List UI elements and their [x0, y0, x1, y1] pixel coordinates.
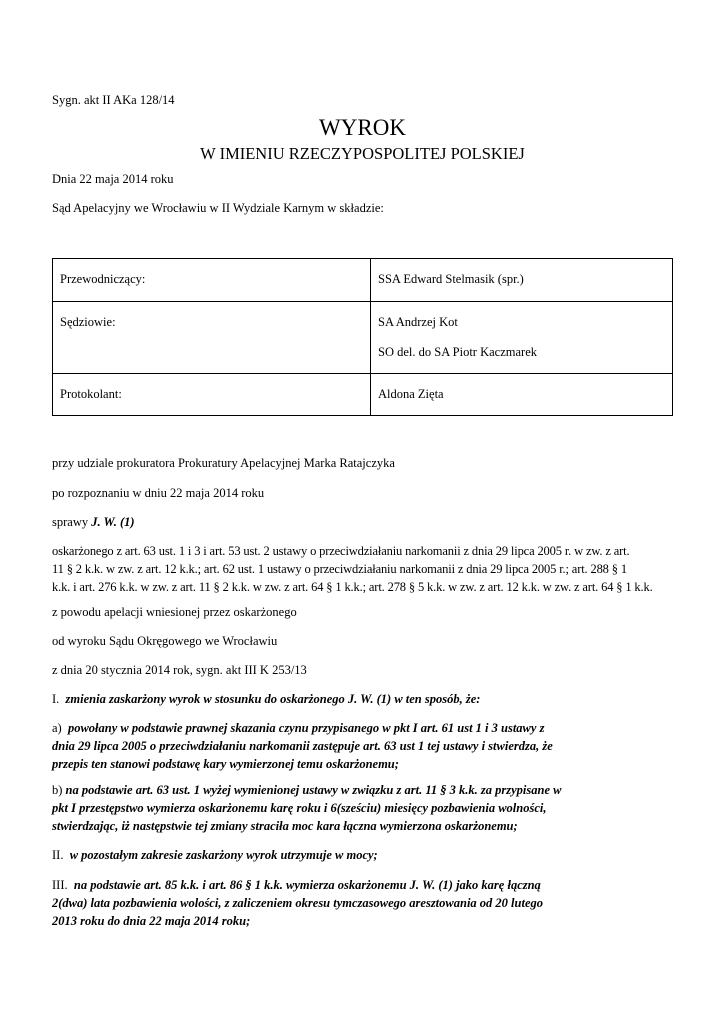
panel-row-clerk — [53, 374, 673, 416]
judgment-date-line: z dnia 20 stycznia 2014 rok, sygn. akt III K 253/13 — [52, 663, 307, 677]
prosecutor-line: przy udziale prokuratora Prokuratury Apelacyjnej Marka Ratajczyka — [52, 456, 395, 470]
case-prefix: sprawy — [52, 515, 92, 529]
point-a-line-2: dnia 29 lipca 2005 o przeciwdziałaniu narkomanii zastępuje art. 63 ust 1 tej ustawy i stwierdza, że — [52, 739, 553, 753]
defendant-name: J. W. (1) — [91, 515, 135, 529]
chair-label-cell — [53, 259, 371, 302]
charges-paragraph — [52, 542, 673, 596]
clerk-label: Protokolant: — [60, 387, 122, 401]
court-composition-intro: Sąd Apelacyjny we Wrocławiu w II Wydziale Karnym w składzie: — [52, 201, 384, 215]
hearing-line: po rozpoznaniu w dniu 22 maja 2014 roku — [52, 486, 265, 500]
verdict-point-i — [52, 690, 673, 708]
clerk-value-cell — [371, 374, 673, 416]
point-iii-number: III. — [52, 878, 74, 892]
point-b-line-3: stwierdzając, iż następstwie tej zmiany straciła moc kara łączna wymierzona oskarżonemu; — [52, 819, 518, 833]
case-line — [52, 513, 673, 531]
court-panel-table — [52, 258, 673, 416]
point-i-number: I. — [52, 692, 66, 706]
verdict-point-ii — [52, 846, 673, 864]
point-ii-number: II. — [52, 848, 70, 862]
point-a-line-3: przepis ten stanowi podstawę kary wymierzonej temu oskarżonemu; — [52, 757, 399, 771]
panel-row-chair — [53, 259, 673, 302]
point-ii-text: w pozostałym zakresie zaskarżony wyrok utrzymuje w mocy; — [69, 848, 378, 862]
verdict-point-iii — [52, 876, 673, 930]
clerk-label-cell — [53, 374, 371, 416]
charges-line-3: k.k. i art. 276 k.k. w zw. z art. 11 § 2 k.k. w zw. z art. 64 § 1 k.k.; art. 278 § 5 k.k. w zw. z art. 12 k.k. w zw. z art. 64 § 1 k.k. — [52, 580, 653, 594]
appeal-line: z powodu apelacji wniesionej przez oskarżonego — [52, 605, 297, 619]
chair-label: Przewodniczący: — [60, 272, 146, 286]
charges-line-1: oskarżonego z art. 63 ust. 1 i 3 i art. 53 ust. 2 ustawy o przeciwdziałaniu narkomanii z dnia 29 lipca 2005 r. w zw. z art. — [52, 544, 630, 558]
verdict-point-a — [52, 719, 673, 773]
chair-value: SSA Edward Stelmasik (spr.) — [378, 272, 524, 286]
charges-line-2: 11 § 2 k.k. w zw. z art. 12 k.k.; art. 62 ust. 1 ustawy o przeciwdziałaniu narkomanii z dnia 29 lipca 2005 r.; art. 288 § 1 — [52, 562, 627, 576]
point-i-text: zmienia zaskarżony wyrok w stosunku do oskarżonego J. W. (1) w ten sposób, że: — [65, 692, 481, 706]
judges-label-cell — [53, 302, 371, 374]
panel-row-judges — [53, 302, 673, 374]
from-judgment-line: od wyroku Sądu Okręgowego we Wrocławiu — [52, 634, 278, 648]
judge-1: SA Andrzej Kot — [378, 315, 458, 329]
point-a-line-1: powołany w podstawie prawnej skazania czynu przypisanego w pkt I art. 61 ust 1 i 3 ustawy z — [67, 721, 545, 735]
point-b-line-1: na podstawie art. 63 ust. 1 wyżej wymienionej ustawy w związku z art. 11 § 3 k.k. za przypisane w — [65, 783, 562, 797]
point-iii-line-2: 2(dwa) lata pozbawienia wolości, z zaliczeniem okresu tymczasowego aresztowania od 20 lutego — [52, 896, 543, 910]
verdict-point-b — [52, 781, 673, 835]
point-b-letter: b) — [52, 783, 66, 797]
document-subtitle: W IMIENIU RZECZYPOSPOLITEJ POLSKIEJ — [200, 144, 525, 163]
judges-value-cell — [371, 302, 673, 374]
point-iii-line-1: na podstawie art. 85 k.k. i art. 86 § 1 k.k. wymierza oskarżonemu J. W. (1) jako karę łączną — [73, 878, 541, 892]
clerk-value: Aldona Zięta — [378, 387, 444, 401]
case-signature: Sygn. akt II AKa 128/14 — [52, 93, 175, 107]
point-a-letter: a) — [52, 721, 68, 735]
judgment-date: Dnia 22 maja 2014 roku — [52, 172, 174, 186]
point-iii-line-3: 2013 roku do dnia 22 maja 2014 roku; — [52, 914, 251, 928]
point-b-line-2: pkt I przestępstwo wymierza oskarżonemu karę roku i 6(sześciu) miesięcy pozbawienia wolności, — [52, 801, 547, 815]
chair-value-cell — [371, 259, 673, 302]
judge-2: SO del. do SA Piotr Kaczmarek — [378, 345, 538, 359]
judges-label: Sędziowie: — [60, 315, 116, 329]
document-title: WYROK — [319, 115, 406, 140]
